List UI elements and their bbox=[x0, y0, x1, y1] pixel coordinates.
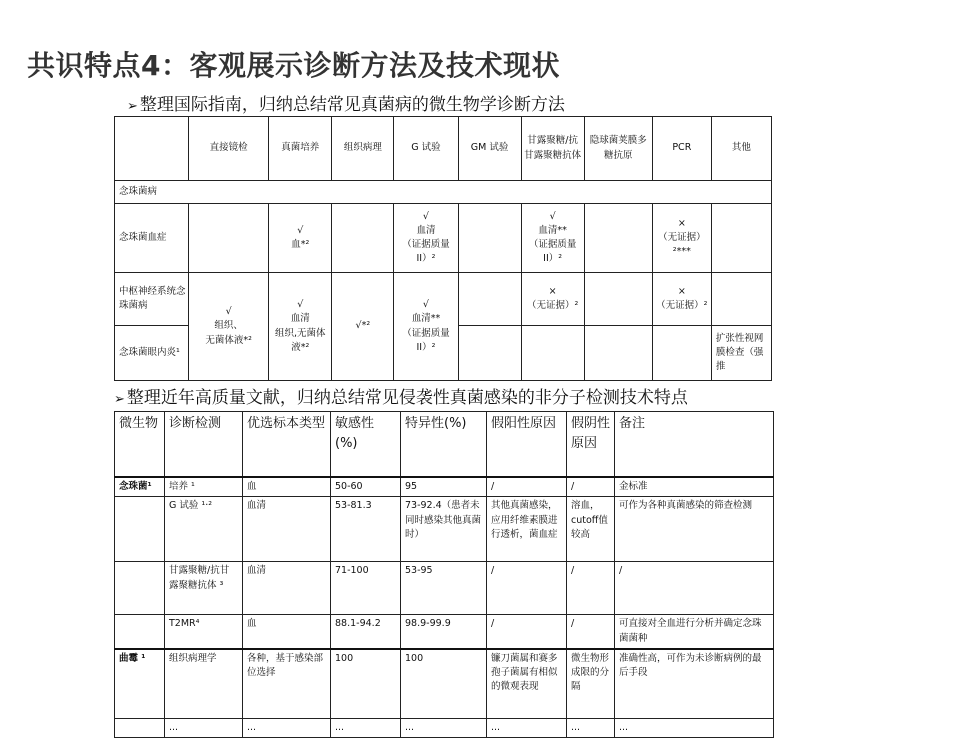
detection-features-table bbox=[114, 411, 774, 738]
table2-cell: 镰刀菌属和赛多孢子菌属有相似的微观表现 bbox=[487, 649, 567, 719]
table2-cell: ... bbox=[243, 718, 331, 737]
table2-cell: ... bbox=[487, 718, 567, 737]
table-row bbox=[115, 649, 774, 719]
table1-header-cell: 组织病理 bbox=[332, 117, 394, 181]
table2-cell: 准确性高，可作为未诊断病例的最后手段 bbox=[615, 649, 774, 719]
table2-cell: 培养 ¹ bbox=[165, 477, 243, 497]
table1-section-label: 念珠菌病 bbox=[115, 181, 772, 204]
table1-cell: √*² bbox=[332, 273, 394, 381]
table2-header-cell: 假阴性原因 bbox=[567, 412, 615, 478]
table-row bbox=[115, 204, 772, 273]
table2-cell: 溶血，cutoff值较高 bbox=[567, 497, 615, 562]
table1-cell bbox=[711, 204, 771, 273]
table1-cell: √ 血清** （证据质量 II）² bbox=[521, 204, 584, 273]
table2-cell: 98.9-99.9 bbox=[401, 615, 487, 649]
table2-cell: ... bbox=[615, 718, 774, 737]
table2-cell: G 试验 ¹·² bbox=[165, 497, 243, 562]
table2-cell: 71-100 bbox=[331, 562, 401, 615]
table2-cell: / bbox=[567, 477, 615, 497]
table2-cell: ... bbox=[567, 718, 615, 737]
table-row bbox=[115, 477, 774, 497]
bullet-guidelines bbox=[127, 90, 565, 115]
table2-cell: / bbox=[487, 615, 567, 649]
table2-cell: ... bbox=[401, 718, 487, 737]
table2-cell: 血清 bbox=[243, 562, 331, 615]
table2-cell: 73-92.4（患者未同时感染其他真菌时） bbox=[401, 497, 487, 562]
table1-cell bbox=[189, 204, 269, 273]
table2-cell: 其他真菌感染，应用纤维素膜进行透析，菌血症 bbox=[487, 497, 567, 562]
table2-cell: / bbox=[567, 615, 615, 649]
table1-cell bbox=[458, 273, 521, 326]
table1-cell: √ 血清 （证据质量 II）² bbox=[394, 204, 458, 273]
table1-header-cell: PCR bbox=[652, 117, 711, 181]
table1-cell bbox=[584, 273, 652, 326]
table1-cell bbox=[711, 273, 771, 326]
table2-cell: / bbox=[487, 477, 567, 497]
table1-header-cell: 甘露聚糖/抗甘露聚糖抗体 bbox=[521, 117, 584, 181]
table2-cell: 曲霉 ¹ bbox=[115, 649, 165, 719]
arrow-icon: ➢ bbox=[127, 99, 138, 114]
table1-header-cell bbox=[115, 117, 189, 181]
table2-header-row bbox=[115, 412, 774, 478]
table-row bbox=[115, 615, 774, 649]
table2-header-cell: 优选标本类型 bbox=[243, 412, 331, 478]
table2-cell bbox=[115, 497, 165, 562]
table1-cell: √ 血清** （证据质量 II）² bbox=[394, 273, 458, 381]
table-row bbox=[115, 562, 774, 615]
table1-cell bbox=[584, 204, 652, 273]
arrow-icon: ➢ bbox=[114, 392, 125, 407]
table-row bbox=[115, 273, 772, 326]
table2-cell bbox=[115, 718, 165, 737]
table2-cell: 各种，基于感染部位选择 bbox=[243, 649, 331, 719]
table2-cell: ... bbox=[331, 718, 401, 737]
table2-cell: 100 bbox=[401, 649, 487, 719]
guideline-methods-table bbox=[114, 116, 772, 381]
table1-cell bbox=[584, 326, 652, 381]
table1-header-row bbox=[115, 117, 772, 181]
table-row bbox=[115, 497, 774, 562]
table1-header-cell: 真菌培养 bbox=[269, 117, 332, 181]
table1-cell: √ 血*² bbox=[269, 204, 332, 273]
table1-cell: 中枢神经系统念珠菌病 bbox=[115, 273, 189, 326]
table2-cell: T2MR⁴ bbox=[165, 615, 243, 649]
table2-cell bbox=[115, 615, 165, 649]
table-row bbox=[115, 718, 774, 737]
table1-cell bbox=[521, 326, 584, 381]
table2-cell: 血 bbox=[243, 477, 331, 497]
table2-cell bbox=[115, 562, 165, 615]
table2-cell: ... bbox=[165, 718, 243, 737]
table1-header-cell: 其他 bbox=[711, 117, 771, 181]
table2-cell: 95 bbox=[401, 477, 487, 497]
table2-header-cell: 假阳性原因 bbox=[487, 412, 567, 478]
table2-cell: 念珠菌¹ bbox=[115, 477, 165, 497]
table2-cell: 100 bbox=[331, 649, 401, 719]
table2-cell: 50-60 bbox=[331, 477, 401, 497]
table1-section-row bbox=[115, 181, 772, 204]
table2-cell: 组织病理学 bbox=[165, 649, 243, 719]
table2-cell: 血 bbox=[243, 615, 331, 649]
table2-cell: 53-95 bbox=[401, 562, 487, 615]
table1-cell bbox=[458, 204, 521, 273]
bullet-literature-text: 整理近年高质量文献，归纳总结常见侵袭性真菌感染的非分子检测技术特点 bbox=[126, 388, 688, 408]
table2-cell: / bbox=[567, 562, 615, 615]
table2-cell: / bbox=[615, 562, 774, 615]
table2-cell: 血清 bbox=[243, 497, 331, 562]
table2-header-cell: 诊断检测 bbox=[165, 412, 243, 478]
table2-header-cell: 微生物 bbox=[115, 412, 165, 478]
table2-cell: 88.1-94.2 bbox=[331, 615, 401, 649]
table2-cell: 甘露聚糖/抗甘露聚糖抗体 ³ bbox=[165, 562, 243, 615]
page-title: 共识特点4：客观展示诊断方法及技术现状 bbox=[27, 49, 560, 82]
table1-header-cell: 隐球菌荚膜多糖抗原 bbox=[584, 117, 652, 181]
table1-header-cell: GM 试验 bbox=[458, 117, 521, 181]
table2-cell: 微生物形成限的分隔 bbox=[567, 649, 615, 719]
table2-header-cell: 备注 bbox=[615, 412, 774, 478]
table2-cell: 金标准 bbox=[615, 477, 774, 497]
table2-cell: 53-81.3 bbox=[331, 497, 401, 562]
table1-cell: × （无证据）²*** bbox=[652, 204, 711, 273]
table2-cell: / bbox=[487, 562, 567, 615]
bullet-guidelines-text: 整理国际指南，归纳总结常见真菌病的微生物学诊断方法 bbox=[139, 95, 565, 115]
table1-cell: 念珠菌血症 bbox=[115, 204, 189, 273]
table1-cell: 念珠菌眼内炎¹ bbox=[115, 326, 189, 381]
table1-header-cell: 直接镜检 bbox=[189, 117, 269, 181]
table2-cell: 可直接对全血进行分析并确定念珠菌菌种 bbox=[615, 615, 774, 649]
table1-cell: √ 组织、 无菌体液*² bbox=[189, 273, 269, 381]
table1-cell: × （无证据）² bbox=[521, 273, 584, 326]
table2-header-cell: 特异性(%) bbox=[401, 412, 487, 478]
table1-cell: × （无证据）² bbox=[652, 273, 711, 326]
table2-header-cell: 敏感性(%) bbox=[331, 412, 401, 478]
table2-cell: 可作为各种真菌感染的筛查检测 bbox=[615, 497, 774, 562]
table1-header-cell: G 试验 bbox=[394, 117, 458, 181]
table1-cell: 扩张性视网膜检查（强推 bbox=[711, 326, 771, 381]
table1-cell bbox=[458, 326, 521, 381]
table1-cell: √ 血清 组织,无菌体液*² bbox=[269, 273, 332, 381]
bullet-literature bbox=[114, 383, 688, 408]
table1-cell bbox=[332, 204, 394, 273]
table1-cell bbox=[652, 326, 711, 381]
